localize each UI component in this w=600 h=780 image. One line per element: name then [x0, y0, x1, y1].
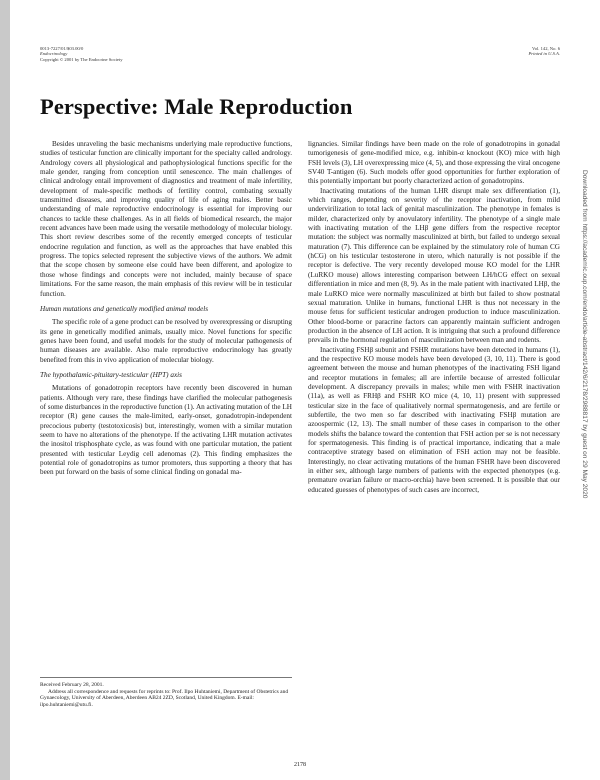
- journal-header: [40, 46, 123, 62]
- received-date: Received February 28, 2001.: [40, 682, 104, 688]
- volume-header: [528, 46, 560, 57]
- left-column: [40, 140, 292, 478]
- paragraph-gene-models: The specific role of a gene product can be resolved by overexpressing or disrupting its gene in genetically modified animals, usually mice. Novel functions for specific genes have been found, and useful models for the study of molecular pathogenesis of human diseases are available. Also male reproductive endocrinology has greatly benefited from this in vivo application of molecular biology.: [40, 318, 292, 364]
- left-edge-bar: [0, 0, 10, 780]
- paragraph-fsh-mutations: Inactivating FSHβ subunit and FSHR mutations have been detected in humans (1), and the respective KO mouse models have been developed (3, 10, 11). There is good agreement between the mouse and human phenotypes of the inactivating FSH ligand and receptor mutations in females; all are infertile because of arrested follicular development. A discrepancy prevails in males; while men with FSHR inactivation (11a), as well as FRHβ and FSHR KO mice (4, 10, 11) present with suppressed testicular size in the face of qualitatively normal spermatogenesis, and are fertile or subfertile, the two men so far described with inactivating FSHβ mutation are azoospermic (12, 13). The small number of these cases in comparison to the other models shifts the balance toward the contention that FSH action per se is not necessary for spermatogenesis. This finding is of practical importance, indicating that a male contraceptive strategy based on elimination of FSH action may not be feasible. Interestingly, no clear activating mutations of the human FSHR have been discovered in either sex, although large numbers of patients with the expected phenotypes (e.g. premature ovarian failure or macro-orchia) have been screened. It is possible that our educated guesses of phenotypes of such cases are incorrect,: [308, 345, 560, 494]
- article-title: Perspective: Male Reproduction: [40, 94, 353, 119]
- journal-name: Endocrinology: [40, 51, 68, 57]
- download-note[interactable]: Downloaded from https://academic.oup.com/endo/article-abstract/142/6/2178/2988817 by guest on 29 May 2020: [581, 170, 588, 499]
- paragraph-lhr-mutations: Inactivating mutations of the human LHR disrupt male sex differentiation (1), which ranges, depending on severity of the receptor inactivation, from mild undervirilization to total lack of genital masculinization. The phenotype in females is milder, characterized only by anovulatory infertility. The phenotype of a single male with inactivating mutation of the LHβ gene differs from the respective receptor mutation: the subject was normally masculinized at birth, but failed to undergo sexual maturation (7). This difference can be explained by the stimulatory role of human CG (hCG) on his testicular testosterone in utero, which naturally is not possible if the receptor is defective. The very recently developed mouse KO model for the LHR (LuRKO mouse) allows interesting comparison between LH/hCG effect on sexual differentiation in mice and men (8, 9). As in the male patient with inactivated LHβ, the male LuRKO mice were normally masculinized at birth but failed to show postnatal sexual maturation. Unlike in humans, functional LHR is thus not necessary in the mouse fetus for sufficient testicular androgen production to induce masculinization. Other blood-borne or paracrine factors can apparently maintain sufficient androgen production in the absence of LH action. It is intriguing that such a profound difference prevails in the hormonal regulation of masculinization between man and rodents.: [308, 186, 560, 345]
- page-number: 2178: [294, 762, 306, 768]
- section-heading-mutations: Human mutations and genetically modified animal models: [40, 304, 209, 313]
- footnote: [40, 677, 292, 709]
- volume-line: Vol. 142, No. 6: [532, 46, 560, 51]
- right-column: [308, 140, 560, 495]
- section-heading-hpt-axis: The hypothalamic-pituitary-testicular (HPT) axis: [40, 370, 182, 379]
- correspondence-address: Address all correspondence and requests for reprints to: Prof. Ilpo Huhtaniemi, Department of Obstetrics and Gynaecology, University of Aberdeen, Aberdeen AB24 2ZD, Scotland, United Kingdom. E-mail: ilpo.huhtaniemi@utu.fi.: [40, 688, 289, 709]
- intro-paragraph: Besides unraveling the basic mechanisms underlying male reproductive functions, studies of testicular function are clinically important for the specialty called andrology. Andrology covers all physiological and pathophysiological functions specific for the male gender, ranging from conception until senescence. The main challenges of clinical andrology entail improvement of diagnostics and treatment of male infertility, development of male-specific methods of fertility control, combating sexually transmitted diseases, and improving quality of life of aging males. Better basic understanding of male reproductive endocrinology is essential for improving our chances to tackle these challenges. As in all fields of biomedical research, the major recent advances have been made using the versatile methodology of molecular biology. This short review describes some of the recently emerged concepts of testicular endocrine regulation and function, as well as the approaches that have enabled this progress. The topics selected represent the subjective views of the authors. We admit that the scope chosen by someone else could have been different, and apologize to those whose findings and concepts were not included, mainly because of space limitations. For the same reason, the main emphasis of this review will be in testicular function.: [40, 140, 292, 298]
- paragraph-gonadal-malignancies: lignancies. Similar findings have been made on the role of gonadotropins in gonadal tumorigenesis of gene-modified mice, e.g. inhibin-α knockout (KO) mice with high FSH levels (3), LH overexpressing mice (4, 5), and those expressing the viral oncogene SV40 T-antigen (6). Such models offer good opportunities for further exploration of this potentially important but poorly characterized action of gonadotropins.: [308, 140, 560, 186]
- paragraph-gonadotropin-receptors: Mutations of gonadotropin receptors have recently been discovered in human patients. Although very rare, these findings have clarified the molecular pathogenesis of some disturbances in the reproductive function (1). An activating mutation of the LH receptor (R) gene causes the male-limited, early-onset, gonadotropin-independent precocious puberty (testotoxicosis) but, interestingly, women with a similar mutation seem to have no alterations of the phenotype. If the activating LHR mutation activates the inositol trisphosphate cycle, as was found with one particular mutation, the patient presented with testicular Leydig cell adenomas (2). This finding emphasizes the potential role of gonadotropins as tumor promoters, thus supporting a theory that has been put forward on the basis of some clinical finding on gonadal ma-: [40, 384, 292, 477]
- copyright-line: Copyright © 2001 by The Endocrine Society: [40, 56, 123, 62]
- printed-line: Printed in U.S.A.: [528, 51, 560, 57]
- issn-line: 0013-7227/01/$03.00/0: [40, 46, 84, 51]
- download-watermark: [581, 170, 592, 650]
